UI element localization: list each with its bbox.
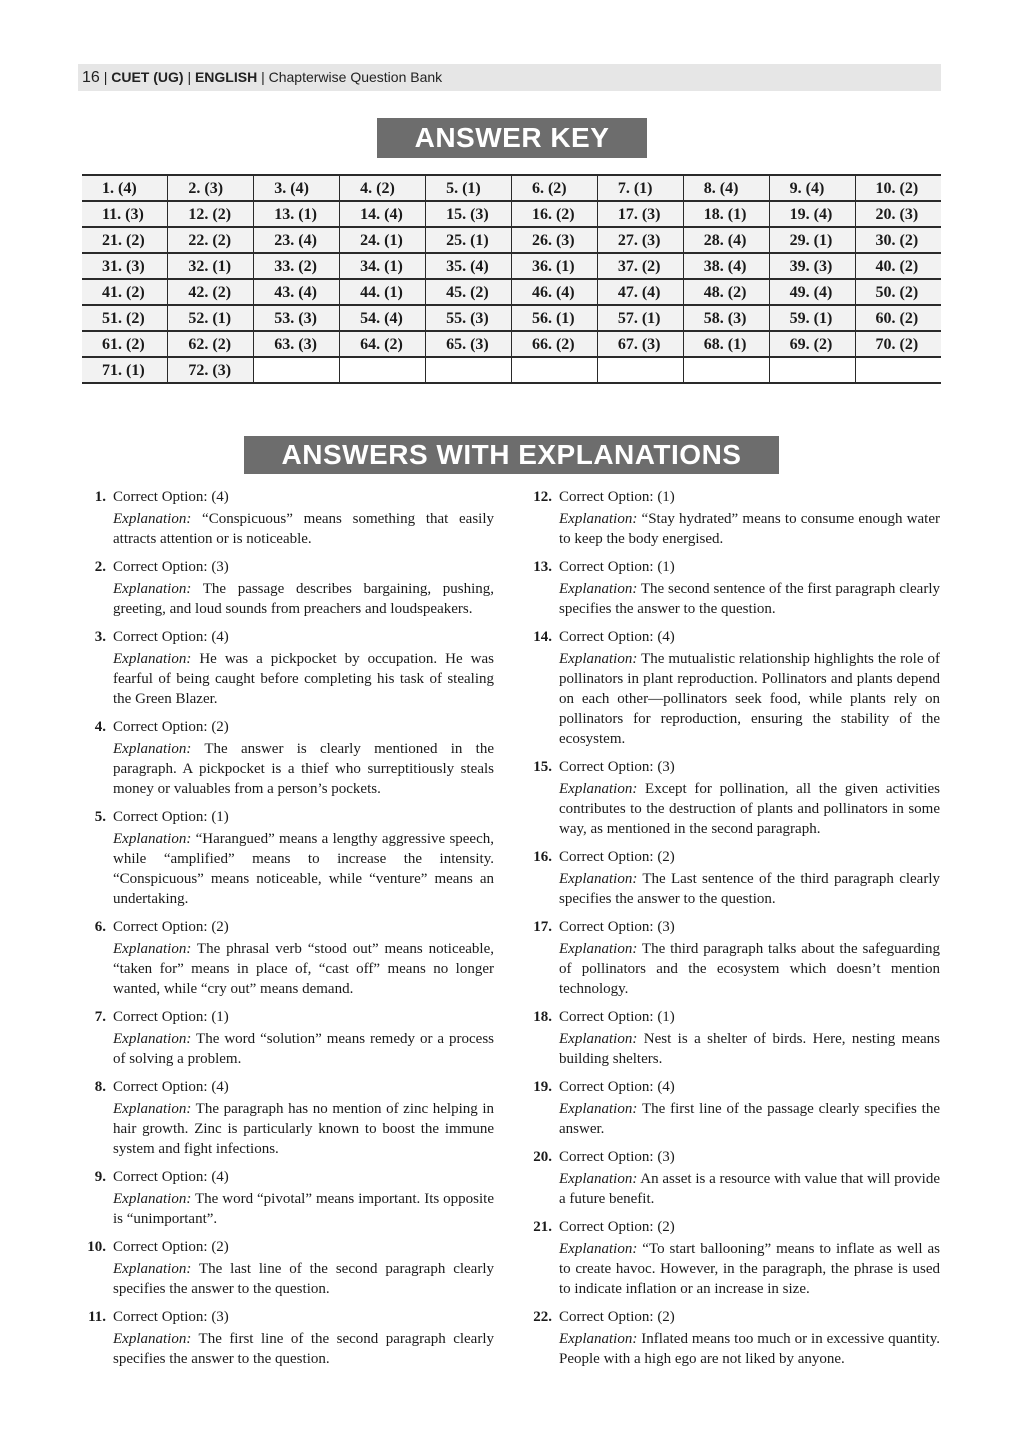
explanation-label: Explanation: <box>113 941 192 957</box>
answer-key-row <box>82 331 941 357</box>
answer-key-cell: 13. (1) <box>254 201 340 227</box>
explanation-label: Explanation: <box>559 941 638 957</box>
explanation-text <box>113 649 494 709</box>
answer-key-heading: ANSWER KEY <box>377 118 647 158</box>
question-number: 7. <box>94 1009 106 1025</box>
answer-key-cell: 52. (1) <box>168 305 254 331</box>
answer-key-cell: 48. (2) <box>683 279 769 305</box>
correct-option: Correct Option: (4) <box>113 489 229 505</box>
explanation-item <box>530 557 940 619</box>
question-number: 13. <box>533 559 552 575</box>
explanation-item <box>530 1007 940 1069</box>
answer-key-cell: 70. (2) <box>855 331 941 357</box>
header-separator: | <box>261 69 265 85</box>
book-title: Chapterwise Question Bank <box>268 69 443 85</box>
explanation-item <box>530 757 940 839</box>
explanation-label: Explanation: <box>113 1101 192 1117</box>
explanation-body: “Stay hydrated” means to consume enough water to keep the body energised. <box>559 511 940 547</box>
explanation-text <box>113 739 494 799</box>
correct-option: Correct Option: (2) <box>113 719 229 735</box>
explanation-text <box>559 1239 940 1299</box>
answer-key-cell: 58. (3) <box>683 305 769 331</box>
answer-key-cell: 68. (1) <box>683 331 769 357</box>
question-number: 20. <box>533 1149 552 1165</box>
correct-option: Correct Option: (1) <box>559 489 675 505</box>
explanation-label: Explanation: <box>113 1331 192 1347</box>
explanation-body: The answer is clearly mentioned in the paragraph. A pickpocket is a thief who surreptitiously steals money or valuables from a person’s pockets. <box>113 741 495 797</box>
answer-key-cell: 7. (1) <box>597 175 683 201</box>
explanation-body: Nest is a shelter of birds. Here, nesting means building shelters. <box>559 1031 940 1067</box>
answer-key-cell <box>511 357 597 383</box>
explanations-right-column <box>530 487 940 1377</box>
answer-key-cell: 69. (2) <box>769 331 855 357</box>
explanation-body: The first line of the passage clearly specifies the answer. <box>559 1101 940 1137</box>
explanation-body: Except for pollination, all the given activities contributes to the destruction of plants and pollinators in some way, as mentioned in the second paragraph. <box>559 781 941 837</box>
answer-key-cell: 11. (3) <box>82 201 168 227</box>
answer-key-cell: 54. (4) <box>340 305 426 331</box>
answer-key-cell: 51. (2) <box>82 305 168 331</box>
answer-key-cell: 61. (2) <box>82 331 168 357</box>
explanation-text <box>113 1189 494 1229</box>
question-number: 15. <box>533 759 552 775</box>
answer-key-cell: 66. (2) <box>511 331 597 357</box>
answer-key-cell: 35. (4) <box>426 253 512 279</box>
answer-key-cell: 71. (1) <box>82 357 168 383</box>
answer-key-cell: 65. (3) <box>426 331 512 357</box>
question-number: 10. <box>87 1239 106 1255</box>
explanation-label: Explanation: <box>559 1031 638 1047</box>
explanation-label: Explanation: <box>559 581 638 597</box>
answer-key-cell <box>855 357 941 383</box>
answer-key-cell <box>683 357 769 383</box>
answer-key-cell: 41. (2) <box>82 279 168 305</box>
explanation-body: An asset is a resource with value that will provide a future benefit. <box>559 1171 940 1207</box>
explanation-body: The Last sentence of the third paragraph clearly specifies the answer to the question. <box>559 871 940 907</box>
explanation-body: The first line of the second paragraph clearly specifies the answer to the question. <box>113 1331 495 1367</box>
explanations-heading: ANSWERS WITH EXPLANATIONS <box>244 436 779 474</box>
explanation-text <box>559 1029 940 1069</box>
explanation-body: The last line of the second paragraph clearly specifies the answer to the question. <box>113 1261 495 1297</box>
question-number: 5. <box>94 809 106 825</box>
answer-key-cell: 3. (4) <box>254 175 340 201</box>
explanation-item <box>84 807 494 909</box>
explanation-text <box>559 779 940 839</box>
explanation-label: Explanation: <box>559 651 638 667</box>
explanation-text <box>113 579 494 619</box>
answer-key-cell: 36. (1) <box>511 253 597 279</box>
answer-key-cell: 30. (2) <box>855 227 941 253</box>
explanation-label: Explanation: <box>559 1241 638 1257</box>
explanation-item <box>530 1307 940 1369</box>
explanation-body: He was a pickpocket by occupation. He was fearful of being caught before completing his task of stealing the Green Blazer. <box>113 651 494 707</box>
explanation-text <box>113 829 494 909</box>
explanation-item <box>84 1237 494 1299</box>
question-number: 1. <box>94 489 106 505</box>
answer-key-row <box>82 253 941 279</box>
subject-name: ENGLISH <box>194 69 258 85</box>
answer-key-cell: 37. (2) <box>597 253 683 279</box>
correct-option: Correct Option: (3) <box>113 1309 229 1325</box>
explanation-item <box>84 627 494 709</box>
explanation-text <box>113 509 494 549</box>
answer-key-cell: 28. (4) <box>683 227 769 253</box>
explanation-item <box>530 847 940 909</box>
explanation-item <box>84 557 494 619</box>
explanation-label: Explanation: <box>559 871 638 887</box>
explanation-text <box>559 649 940 749</box>
question-number: 19. <box>533 1079 552 1095</box>
answer-key-cell: 1. (4) <box>82 175 168 201</box>
answer-key-cell: 9. (4) <box>769 175 855 201</box>
explanation-body: “Conspicuous” means something that easily attracts attention or is noticeable. <box>113 511 495 547</box>
explanation-label: Explanation: <box>559 511 638 527</box>
answer-key-cell: 44. (1) <box>340 279 426 305</box>
question-number: 14. <box>533 629 552 645</box>
answer-key-cell: 53. (3) <box>254 305 340 331</box>
answer-key-cell: 67. (3) <box>597 331 683 357</box>
answer-key-cell: 16. (2) <box>511 201 597 227</box>
correct-option: Correct Option: (4) <box>113 1169 229 1185</box>
explanation-item <box>530 917 940 999</box>
answer-key-cell: 49. (4) <box>769 279 855 305</box>
answer-key-row <box>82 201 941 227</box>
explanation-body: The word “pivotal” means important. Its opposite is “unimportant”. <box>113 1191 494 1227</box>
answer-key-cell: 10. (2) <box>855 175 941 201</box>
answer-key-cell: 42. (2) <box>168 279 254 305</box>
explanation-item <box>84 1307 494 1369</box>
question-number: 16. <box>533 849 552 865</box>
answer-key-cell: 24. (1) <box>340 227 426 253</box>
correct-option: Correct Option: (3) <box>559 919 675 935</box>
explanation-item <box>530 1077 940 1139</box>
correct-option: Correct Option: (2) <box>559 1219 675 1235</box>
correct-option: Correct Option: (2) <box>113 919 229 935</box>
answer-key-cell: 5. (1) <box>426 175 512 201</box>
answer-key-cell: 26. (3) <box>511 227 597 253</box>
explanation-body: “To start ballooning” means to inflate as well as to create havoc. However, in the paragraph, the phrase is used to indicate inflation or an increase in size. <box>559 1241 940 1297</box>
answer-key-cell: 19. (4) <box>769 201 855 227</box>
explanation-label: Explanation: <box>559 1331 638 1347</box>
page-header <box>78 64 941 91</box>
correct-option: Correct Option: (1) <box>113 809 229 825</box>
explanation-label: Explanation: <box>559 781 638 797</box>
answer-key-cell: 33. (2) <box>254 253 340 279</box>
answer-key-cell: 38. (4) <box>683 253 769 279</box>
answer-key-cell: 72. (3) <box>168 357 254 383</box>
answer-key-cell: 46. (4) <box>511 279 597 305</box>
question-number: 2. <box>94 559 106 575</box>
header-separator: | <box>187 69 192 85</box>
answer-key-cell: 50. (2) <box>855 279 941 305</box>
answer-key-cell <box>340 357 426 383</box>
question-number: 11. <box>88 1309 106 1325</box>
explanation-item <box>84 1007 494 1069</box>
explanation-body: The phrasal verb “stood out” means noticeable, “taken for” means in place of, “cast off” means no longer wanted, while “cry out” means demand. <box>113 941 495 997</box>
explanation-text <box>113 1029 494 1069</box>
explanation-label: Explanation: <box>113 511 192 527</box>
explanation-label: Explanation: <box>113 1261 192 1277</box>
answer-key-cell: 21. (2) <box>82 227 168 253</box>
correct-option: Correct Option: (4) <box>113 629 229 645</box>
answer-key-row <box>82 175 941 201</box>
answer-key-cell: 22. (2) <box>168 227 254 253</box>
explanation-text <box>113 1259 494 1299</box>
page-number: 16 <box>82 69 100 86</box>
explanations-left-column <box>84 487 494 1377</box>
explanation-body: The paragraph has no mention of zinc helping in hair growth. Zinc is particularly known to boost the immune system and fight infections. <box>113 1101 494 1157</box>
explanation-text <box>559 1099 940 1139</box>
header-separator: | <box>103 69 108 85</box>
explanation-label: Explanation: <box>113 651 192 667</box>
answer-key-cell: 64. (2) <box>340 331 426 357</box>
explanation-body: The word “solution” means remedy or a process of solving a problem. <box>113 1031 494 1067</box>
explanation-text <box>559 939 940 999</box>
explanation-body: The second sentence of the first paragraph clearly specifies the answer to the question. <box>559 581 941 617</box>
answer-key-cell: 40. (2) <box>855 253 941 279</box>
explanation-label: Explanation: <box>113 581 192 597</box>
answer-key-row <box>82 279 941 305</box>
explanation-item <box>84 717 494 799</box>
answer-key-cell: 14. (4) <box>340 201 426 227</box>
answer-key-cell: 29. (1) <box>769 227 855 253</box>
answer-key-cell <box>426 357 512 383</box>
correct-option: Correct Option: (1) <box>559 1009 675 1025</box>
explanation-body: The mutualistic relationship highlights the role of pollinators in plant reproduction. Pollinators and plants depend on each other—pollinators seek food, while plants rely on pollinators for reproduction, ensuring the stability of the ecosystem. <box>559 651 940 747</box>
explanation-label: Explanation: <box>113 831 192 847</box>
explanation-label: Explanation: <box>559 1171 638 1187</box>
explanation-text <box>113 1099 494 1159</box>
answer-key-cell: 18. (1) <box>683 201 769 227</box>
correct-option: Correct Option: (2) <box>559 849 675 865</box>
answer-key-row <box>82 227 941 253</box>
question-number: 8. <box>94 1079 106 1095</box>
explanation-body: The third paragraph talks about the safeguarding of pollinators and the ecosystem which doesn’t mention technology. <box>559 941 941 997</box>
answer-key-cell: 23. (4) <box>254 227 340 253</box>
explanation-label: Explanation: <box>113 1191 192 1207</box>
answer-key-cell: 15. (3) <box>426 201 512 227</box>
answer-key-cell: 63. (3) <box>254 331 340 357</box>
answer-key-cell: 25. (1) <box>426 227 512 253</box>
answer-key-cell: 39. (3) <box>769 253 855 279</box>
answer-key-table <box>82 174 941 384</box>
question-number: 21. <box>533 1219 552 1235</box>
correct-option: Correct Option: (2) <box>113 1239 229 1255</box>
correct-option: Correct Option: (1) <box>559 559 675 575</box>
correct-option: Correct Option: (3) <box>113 559 229 575</box>
answer-key-cell: 8. (4) <box>683 175 769 201</box>
question-number: 12. <box>533 489 552 505</box>
answer-key-cell: 2. (3) <box>168 175 254 201</box>
answer-key-cell: 47. (4) <box>597 279 683 305</box>
question-number: 22. <box>533 1309 552 1325</box>
answer-key-cell: 4. (2) <box>340 175 426 201</box>
explanation-body: The passage describes bargaining, pushing, greeting, and loud sounds from preachers and loudspeakers. <box>113 581 494 617</box>
answer-key-cell: 6. (2) <box>511 175 597 201</box>
explanation-text <box>559 509 940 549</box>
question-number: 9. <box>94 1169 106 1185</box>
correct-option: Correct Option: (2) <box>559 1309 675 1325</box>
explanation-item <box>530 487 940 549</box>
answer-key-cell: 43. (4) <box>254 279 340 305</box>
question-number: 6. <box>94 919 106 935</box>
question-number: 4. <box>94 719 106 735</box>
answer-key-cell: 17. (3) <box>597 201 683 227</box>
answer-key-cell: 32. (1) <box>168 253 254 279</box>
answer-key-cell <box>769 357 855 383</box>
explanation-label: Explanation: <box>113 1031 192 1047</box>
explanation-item <box>530 1147 940 1209</box>
explanation-text <box>559 579 940 619</box>
explanation-body: “Harangued” means a lengthy aggressive speech, while “amplified” means to increase the intensity. “Conspicuous” means noticeable, while “venture” means an undertaking. <box>113 831 495 907</box>
answer-key-cell: 60. (2) <box>855 305 941 331</box>
correct-option: Correct Option: (4) <box>559 629 675 645</box>
answer-key-cell: 55. (3) <box>426 305 512 331</box>
explanation-item <box>84 917 494 999</box>
answer-key-cell: 20. (3) <box>855 201 941 227</box>
answer-key-row <box>82 357 941 383</box>
explanation-text <box>113 1329 494 1369</box>
answer-key-cell: 12. (2) <box>168 201 254 227</box>
answer-key-cell: 27. (3) <box>597 227 683 253</box>
explanation-item <box>530 1217 940 1299</box>
explanation-text <box>559 1329 940 1369</box>
explanation-text <box>113 939 494 999</box>
answer-key-cell: 59. (1) <box>769 305 855 331</box>
explanation-body: Inflated means too much or in excessive quantity. People with a high ego are not liked by anyone. <box>559 1331 941 1367</box>
explanation-label: Explanation: <box>113 741 192 757</box>
explanation-text <box>559 1169 940 1209</box>
question-number: 17. <box>533 919 552 935</box>
correct-option: Correct Option: (4) <box>559 1079 675 1095</box>
correct-option: Correct Option: (1) <box>113 1009 229 1025</box>
explanation-item <box>84 1167 494 1229</box>
exam-name: CUET (UG) <box>111 69 184 85</box>
answer-key-cell: 57. (1) <box>597 305 683 331</box>
explanation-text <box>559 869 940 909</box>
correct-option: Correct Option: (3) <box>559 759 675 775</box>
answer-key-cell: 56. (1) <box>511 305 597 331</box>
question-number: 18. <box>533 1009 552 1025</box>
answer-key-cell <box>254 357 340 383</box>
answer-key-cell: 62. (2) <box>168 331 254 357</box>
explanation-item <box>84 1077 494 1159</box>
answer-key-cell: 31. (3) <box>82 253 168 279</box>
answer-key-row <box>82 305 941 331</box>
explanation-label: Explanation: <box>559 1101 638 1117</box>
answer-key-cell: 34. (1) <box>340 253 426 279</box>
explanation-item <box>84 487 494 549</box>
correct-option: Correct Option: (3) <box>559 1149 675 1165</box>
answer-key-cell: 45. (2) <box>426 279 512 305</box>
explanation-item <box>530 627 940 749</box>
question-number: 3. <box>94 629 106 645</box>
correct-option: Correct Option: (4) <box>113 1079 229 1095</box>
answer-key-cell <box>597 357 683 383</box>
